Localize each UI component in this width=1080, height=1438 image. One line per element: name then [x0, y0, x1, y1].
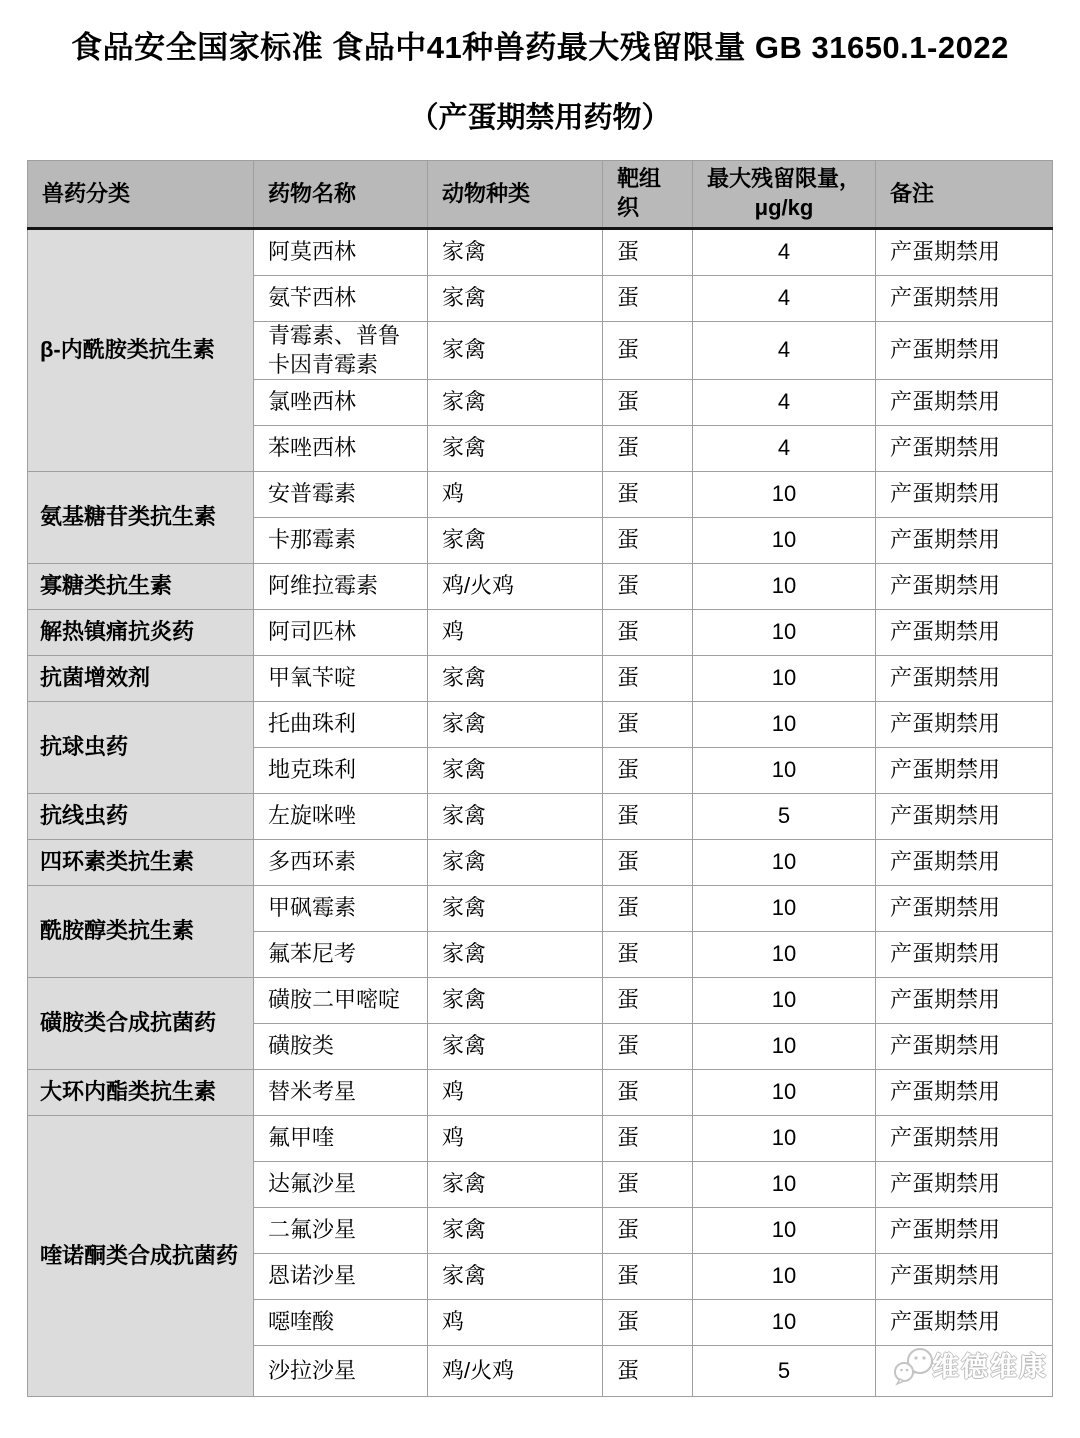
header-drug-category: 兽药分类	[28, 161, 254, 229]
residue-limit-cell: 10	[693, 978, 876, 1024]
animal-species-cell: 家禽	[428, 1208, 603, 1254]
animal-species-cell: 家禽	[428, 978, 603, 1024]
animal-species-cell: 家禽	[428, 886, 603, 932]
animal-species-cell: 鸡	[428, 1300, 603, 1346]
residue-limit-cell: 4	[693, 426, 876, 472]
remark-cell: 产蛋期禁用	[876, 472, 1053, 518]
residue-limit-cell: 10	[693, 564, 876, 610]
table-row	[28, 656, 1053, 702]
table-header	[28, 161, 1053, 229]
animal-species-cell: 家禽	[428, 794, 603, 840]
drug-name-cell: 地克珠利	[254, 748, 428, 794]
drug-category-cell: 寡糖类抗生素	[28, 564, 254, 610]
residue-limit-cell: 10	[693, 518, 876, 564]
target-tissue-cell: 蛋	[603, 518, 693, 564]
residue-limit-cell: 10	[693, 1254, 876, 1300]
animal-species-cell: 家禽	[428, 702, 603, 748]
animal-species-cell: 鸡	[428, 610, 603, 656]
header-animal-species: 动物种类	[428, 161, 603, 229]
remark-cell: 产蛋期禁用	[876, 1208, 1053, 1254]
animal-species-cell: 家禽	[428, 1024, 603, 1070]
residue-limit-cell: 10	[693, 1024, 876, 1070]
residue-limit-cell: 4	[693, 276, 876, 322]
drug-category-cell: 解热镇痛抗炎药	[28, 610, 254, 656]
remark-cell: 产蛋期禁用	[876, 1116, 1053, 1162]
drug-name-cell: 沙拉沙星	[254, 1346, 428, 1397]
drug-name-cell: 多西环素	[254, 840, 428, 886]
remark-cell: 产蛋期禁用	[876, 1162, 1053, 1208]
animal-species-cell: 鸡	[428, 472, 603, 518]
animal-species-cell: 家禽	[428, 1162, 603, 1208]
residue-limit-cell: 5	[693, 1346, 876, 1397]
remark-cell: 产蛋期禁用	[876, 380, 1053, 426]
drug-name-cell: 替米考星	[254, 1070, 428, 1116]
target-tissue-cell: 蛋	[603, 886, 693, 932]
remark-cell	[876, 1346, 1053, 1397]
residue-limit-cell: 10	[693, 472, 876, 518]
residue-limit-cell: 10	[693, 1070, 876, 1116]
drug-name-cell: 托曲珠利	[254, 702, 428, 748]
remark-cell: 产蛋期禁用	[876, 518, 1053, 564]
animal-species-cell: 鸡	[428, 1116, 603, 1162]
drug-name-cell: 卡那霉素	[254, 518, 428, 564]
remark-cell: 产蛋期禁用	[876, 610, 1053, 656]
target-tissue-cell: 蛋	[603, 1024, 693, 1070]
drug-name-cell: 左旋咪唑	[254, 794, 428, 840]
target-tissue-cell: 蛋	[603, 322, 693, 380]
drug-name-cell: 磺胺二甲嘧啶	[254, 978, 428, 1024]
remark-cell: 产蛋期禁用	[876, 794, 1053, 840]
table-row	[28, 840, 1053, 886]
drug-category-cell: 抗线虫药	[28, 794, 254, 840]
animal-species-cell: 家禽	[428, 518, 603, 564]
remark-cell: 产蛋期禁用	[876, 229, 1053, 276]
animal-species-cell: 家禽	[428, 1254, 603, 1300]
remark-cell: 产蛋期禁用	[876, 322, 1053, 380]
table-row	[28, 564, 1053, 610]
animal-species-cell: 家禽	[428, 840, 603, 886]
drug-name-cell: 磺胺类	[254, 1024, 428, 1070]
target-tissue-cell: 蛋	[603, 702, 693, 748]
drug-name-cell: 氟甲喹	[254, 1116, 428, 1162]
watermark-logo	[890, 1346, 1048, 1388]
target-tissue-cell: 蛋	[603, 1070, 693, 1116]
header-max-residue-limit-line2: μg/kg	[754, 195, 814, 220]
residue-limit-cell: 10	[693, 886, 876, 932]
table-row	[28, 472, 1053, 518]
residue-limit-cell: 10	[693, 1162, 876, 1208]
drug-category-cell: 喹诺酮类合成抗菌药	[28, 1116, 254, 1397]
residue-limit-cell: 10	[693, 1208, 876, 1254]
residue-limit-cell: 10	[693, 932, 876, 978]
animal-species-cell: 家禽	[428, 656, 603, 702]
table-row	[28, 794, 1053, 840]
target-tissue-cell: 蛋	[603, 426, 693, 472]
target-tissue-cell: 蛋	[603, 564, 693, 610]
target-tissue-cell: 蛋	[603, 1346, 693, 1397]
drug-name-cell: 安普霉素	[254, 472, 428, 518]
residue-limit-cell: 4	[693, 322, 876, 380]
animal-species-cell: 鸡/火鸡	[428, 1346, 603, 1397]
table-body	[28, 229, 1053, 1397]
animal-species-cell: 家禽	[428, 229, 603, 276]
drug-category-cell: 氨基糖苷类抗生素	[28, 472, 254, 564]
remark-cell: 产蛋期禁用	[876, 702, 1053, 748]
remark-cell: 产蛋期禁用	[876, 1024, 1053, 1070]
residue-limit-cell: 10	[693, 1116, 876, 1162]
drug-name-cell: 达氟沙星	[254, 1162, 428, 1208]
target-tissue-cell: 蛋	[603, 1162, 693, 1208]
residue-limit-cell: 10	[693, 610, 876, 656]
remark-cell: 产蛋期禁用	[876, 748, 1053, 794]
drug-category-cell: 抗球虫药	[28, 702, 254, 794]
page-subtitle: （产蛋期禁用药物）	[409, 102, 671, 134]
animal-species-cell: 家禽	[428, 322, 603, 380]
residue-limit-cell: 10	[693, 702, 876, 748]
drug-name-cell: 氨苄西林	[254, 276, 428, 322]
drug-category-cell: 大环内酯类抗生素	[28, 1070, 254, 1116]
remark-cell: 产蛋期禁用	[876, 1300, 1053, 1346]
drug-name-cell: 甲氧苄啶	[254, 656, 428, 702]
remark-cell: 产蛋期禁用	[876, 656, 1053, 702]
residue-limit-cell: 10	[693, 656, 876, 702]
page-title: 食品安全国家标准 食品中41种兽药最大残留限量 GB 31650.1-2022	[71, 30, 1009, 65]
remark-cell: 产蛋期禁用	[876, 978, 1053, 1024]
animal-species-cell: 鸡/火鸡	[428, 564, 603, 610]
header-drug-name: 药物名称	[254, 161, 428, 229]
animal-species-cell: 家禽	[428, 932, 603, 978]
table-row	[28, 610, 1053, 656]
table-row	[28, 886, 1053, 932]
residue-limit-cell: 4	[693, 380, 876, 426]
remark-cell: 产蛋期禁用	[876, 564, 1053, 610]
target-tissue-cell: 蛋	[603, 1116, 693, 1162]
drug-name-cell: 噁喹酸	[254, 1300, 428, 1346]
header-remark: 备注	[876, 161, 1053, 229]
target-tissue-cell: 蛋	[603, 472, 693, 518]
drug-category-cell: 酰胺醇类抗生素	[28, 886, 254, 978]
table-row	[28, 1070, 1053, 1116]
target-tissue-cell: 蛋	[603, 276, 693, 322]
target-tissue-cell: 蛋	[603, 229, 693, 276]
drug-name-cell: 恩诺沙星	[254, 1254, 428, 1300]
remark-cell: 产蛋期禁用	[876, 840, 1053, 886]
mrl-table	[27, 160, 1053, 1397]
target-tissue-cell: 蛋	[603, 748, 693, 794]
remark-cell: 产蛋期禁用	[876, 886, 1053, 932]
drug-name-cell: 氟苯尼考	[254, 932, 428, 978]
remark-cell: 产蛋期禁用	[876, 276, 1053, 322]
drug-name-cell: 氯唑西林	[254, 380, 428, 426]
drug-category-cell: β-内酰胺类抗生素	[28, 229, 254, 472]
drug-name-cell: 甲砜霉素	[254, 886, 428, 932]
table-row	[28, 978, 1053, 1024]
animal-species-cell: 家禽	[428, 748, 603, 794]
header-target-tissue: 靶组织	[603, 161, 693, 229]
target-tissue-cell: 蛋	[603, 380, 693, 426]
drug-category-cell: 四环素类抗生素	[28, 840, 254, 886]
residue-limit-cell: 10	[693, 1300, 876, 1346]
residue-limit-cell: 4	[693, 229, 876, 276]
drug-name-cell: 二氟沙星	[254, 1208, 428, 1254]
target-tissue-cell: 蛋	[603, 1254, 693, 1300]
drug-name-cell: 阿莫西林	[254, 229, 428, 276]
drug-category-cell: 磺胺类合成抗菌药	[28, 978, 254, 1070]
table-row	[28, 1116, 1053, 1162]
drug-name-cell: 苯唑西林	[254, 426, 428, 472]
remark-cell: 产蛋期禁用	[876, 426, 1053, 472]
animal-species-cell: 家禽	[428, 426, 603, 472]
target-tissue-cell: 蛋	[603, 932, 693, 978]
animal-species-cell: 家禽	[428, 380, 603, 426]
animal-species-cell: 家禽	[428, 276, 603, 322]
animal-species-cell: 鸡	[428, 1070, 603, 1116]
target-tissue-cell: 蛋	[603, 1300, 693, 1346]
target-tissue-cell: 蛋	[603, 610, 693, 656]
target-tissue-cell: 蛋	[603, 1208, 693, 1254]
table-row	[28, 229, 1053, 276]
remark-cell: 产蛋期禁用	[876, 932, 1053, 978]
target-tissue-cell: 蛋	[603, 656, 693, 702]
drug-name-cell: 阿维拉霉素	[254, 564, 428, 610]
target-tissue-cell: 蛋	[603, 978, 693, 1024]
header-row	[28, 161, 1053, 229]
residue-limit-cell: 10	[693, 748, 876, 794]
residue-limit-cell: 5	[693, 794, 876, 840]
remark-cell: 产蛋期禁用	[876, 1254, 1053, 1300]
drug-name-cell: 阿司匹林	[254, 610, 428, 656]
table-row	[28, 702, 1053, 748]
target-tissue-cell: 蛋	[603, 840, 693, 886]
target-tissue-cell: 蛋	[603, 794, 693, 840]
remark-cell: 产蛋期禁用	[876, 1070, 1053, 1116]
drug-name-cell: 青霉素、普鲁卡因青霉素	[254, 322, 428, 380]
drug-category-cell: 抗菌增效剂	[28, 656, 254, 702]
header-max-residue-limit	[693, 161, 876, 229]
residue-limit-cell: 10	[693, 840, 876, 886]
header-max-residue-limit-line1: 最大残留限量，	[706, 166, 861, 192]
watermark-text: 维德维康	[932, 1351, 1048, 1382]
